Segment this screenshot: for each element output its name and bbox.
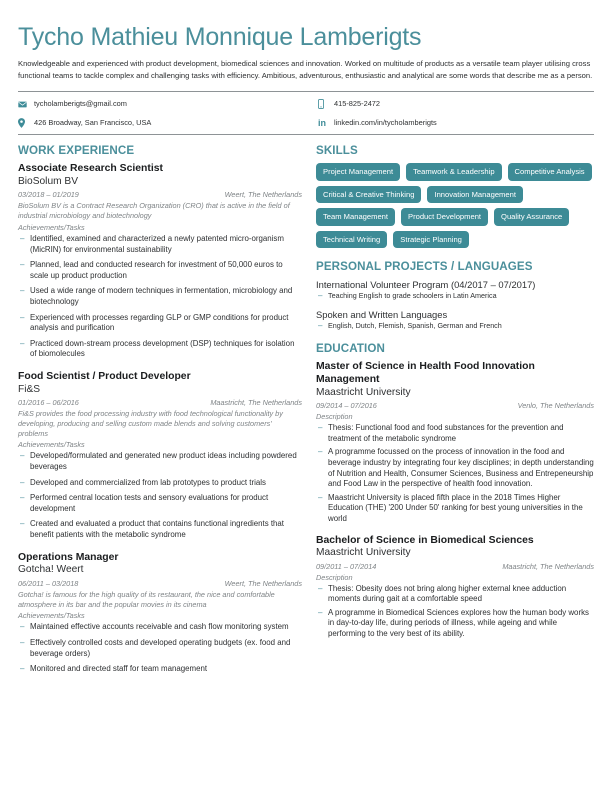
phone-icon [318,99,334,109]
section-title-education: EDUCATION [316,342,385,356]
list-item: – Monitored and directed staff for team management [18,664,302,675]
work-entry [18,163,302,360]
work-entry [18,552,302,675]
list-item: – Identified, examined and characterized a newly patented micro-organism (MicRIN) for environmental sustainability [18,234,302,255]
section-title-skills: SKILLS [316,144,358,158]
job-location: Weert, The Netherlands [224,578,302,588]
education-dates: 09/2011 – 07/2014 [316,561,377,571]
list-item: – Developed and commercialized from lab prototypes to product trials [18,478,302,489]
skill-tag: Teamwork & Leadership [406,163,501,181]
job-description: Fi&S provides the food processing industry with food technological functionality by developing, producing and selling custom made blends and solving customers' problems [18,409,283,438]
contact-phone[interactable] [318,99,588,109]
job-bullet-list [18,622,302,674]
list-item: – Performed central location tests and sensory evaluations for product development [18,493,302,514]
professional-summary: Knowledgeable and experienced with product development, biomedical sciences and innovation. Worked on multitude of products as a versatile team player utilising cross functional teams to tackle complex and challenging tasks with efficiency. Ambitious, adventurous, enthusiastic and analytical are some words that describe me as a person. [18,59,593,80]
education-description-label: Description [316,572,353,582]
list-item: – Thesis: Obesity does not bring along higher external knee adduction moments during gait at a comfortable speed [316,584,594,605]
education-bullet-list [316,423,594,524]
list-item: – Maintained effective accounts receivable and cash flow monitoring system [18,622,302,633]
list-item: – Maastricht University is placed fifth place in the 2018 Times Higher Education (THE) '200 Under 50' ranking for best young universities in the world [316,493,594,525]
school-name: Maastricht University [316,386,411,398]
education-description-label: Description [316,412,353,422]
job-description: BioSolum BV is a Contract Research Organization (CRO) that is active in the field of industrial microbiology and biotechnology [18,201,290,221]
list-item: – A programme focussed on the process of innovation in the food and beverage industry by integrating four key disciplines; in depth understanding of Nutrition and Health, Consumer Sciences, Business and Entrepeneurship and Food Law in the perspective of health food innovation. [316,447,594,489]
job-title: Food Scientist / Product Developer [18,370,191,382]
job-description: Gotcha! is famous for the high quality of its restaurant, the nice and comfortable atmosphere in its bar and the popular movies in its cinema [18,589,275,609]
job-title: Associate Research Scientist [18,163,163,175]
education-dates: 09/2014 – 07/2016 [316,401,377,411]
contact-block [18,92,594,134]
list-item: – Created and evaluated a product that contains functional ingredients that benefit patients with the metabolic syndrome [18,519,302,540]
skill-tag: Quality Assurance [494,208,569,226]
envelope-icon [18,101,34,108]
body-columns [18,135,594,686]
job-organization: BioSolum BV [18,175,79,187]
contact-address-text: 426 Broadway, San Francisco, USA [34,118,152,128]
contact-email[interactable] [18,99,318,109]
project-heading: Spoken and Written Languages [316,308,448,320]
project-block [316,309,594,331]
skill-tag: Competitive Analysis [508,163,592,181]
education-location: Venlo, The Netherlands [517,401,594,411]
skills-tag-list [316,163,594,248]
skill-tag: Product Development [401,208,488,226]
education-meta [316,401,594,411]
job-location: Weert, The Netherlands [224,190,302,200]
work-entry [18,371,302,541]
job-dates: 06/2011 – 03/2018 [18,578,79,588]
contact-email-text: tycholamberigts@gmail.com [34,99,127,109]
list-item: – Effectively controlled costs and developed operating budgets (ex. food and beverage orders) [18,638,302,659]
section-title-personal-projects: PERSONAL PROJECTS / LANGUAGES [316,260,533,274]
location-pin-icon [18,118,34,128]
education-meta [316,562,594,572]
contact-column-right [318,99,588,128]
job-bullet-list [18,451,302,540]
skill-tag: Critical & Creative Thinking [316,186,421,204]
list-item: – Experienced with processes regarding GLP or GMP conditions for product analysis and purification [18,313,302,334]
list-item: – Practiced down-stream process development (DSP) techniques for isolation of biomolecules [18,339,302,360]
education-entry [316,535,594,640]
job-achievements-label: Achievements/Tasks [18,611,85,621]
skill-tag: Technical Writing [316,231,387,249]
list-item: – Used a wide range of modern techniques in fermentation, microbiology and biotechnology [18,286,302,307]
job-title: Operations Manager [18,551,119,563]
list-item: – A programme in Biomedical Sciences explores how the human body works in day-to-day life, during periods of illness, while ageing and while performing to the very best of its ability. [316,608,594,640]
contact-address [18,118,318,128]
list-item: – Teaching English to grade schoolers in Latin America [316,291,594,301]
linkedin-icon: in [318,117,326,128]
skill-tag: Project Management [316,163,400,181]
school-name: Maastricht University [316,547,411,559]
job-meta [18,190,302,200]
job-organization: Fi&S [18,383,41,395]
job-organization: Gotcha! Weert [18,564,84,576]
job-location: Maastricht, The Netherlands [210,398,302,408]
list-item: – Thesis: Functional food and food substances for the prevention and treatment of the metabolic syndrome [316,423,594,444]
list-item: – English, Dutch, Flemish, Spanish, German and French [316,321,594,331]
job-achievements-label: Achievements/Tasks [18,440,85,450]
project-block [316,279,594,301]
degree-title: Master of Science in Health Food Innovation Management [316,361,535,385]
contact-linkedin[interactable] [318,118,588,128]
right-column [316,144,594,686]
list-item: – Planned, lead and conducted research for investment of 50,000 euros to scale up product production [18,260,302,281]
project-heading: International Volunteer Program (04/2017 – 07/2017) [316,279,536,291]
skill-tag: Team Management [316,208,395,226]
contact-phone-text: 415-825-2472 [334,99,381,109]
job-meta [18,579,302,589]
degree-title: Bachelor of Science in Biomedical Sciences [316,534,534,546]
job-bullet-list [18,234,302,360]
skill-tag: Strategic Planning [393,231,469,249]
education-location: Maastricht, The Netherlands [502,561,594,571]
job-dates: 01/2016 – 06/2016 [18,398,79,408]
job-achievements-label: Achievements/Tasks [18,222,85,232]
contact-linkedin-text: linkedin.com/in/tycholamberigts [334,118,437,128]
left-column [18,144,316,686]
education-bullet-list [316,584,594,640]
project-bullet-list [316,321,594,331]
education-entry [316,361,594,524]
job-meta [18,398,302,408]
project-bullet-list [316,291,594,301]
section-title-work-experience: WORK EXPERIENCE [18,144,135,158]
page-title: Tycho Mathieu Monnique Lamberigts [18,23,422,51]
job-dates: 03/2018 – 01/2019 [18,190,79,200]
contact-column-left [18,99,318,128]
skill-tag: Innovation Management [427,186,522,204]
list-item: – Developed/formulated and generated new product ideas including powdered beverages [18,451,302,472]
